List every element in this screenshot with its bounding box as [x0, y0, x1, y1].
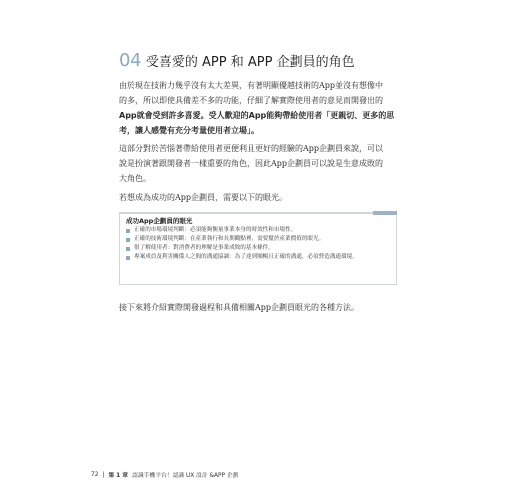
section-title: 受喜愛的 APP 和 APP 企劃員的角色	[145, 55, 355, 70]
list-item	[126, 235, 388, 244]
chapter-label: 第 1 章	[108, 473, 129, 479]
paragraph-line: 的多，所以即使具備差不多的功能，仔細了解實際使用者的意見而開發出的	[119, 96, 383, 105]
paragraph-line-bold: 考，讓人感覺有充分考量使用者立場」。	[119, 126, 259, 135]
paragraph-role	[119, 141, 399, 186]
callout-title: 成功App企劃員的眼光	[126, 217, 193, 225]
paragraph-line: 這部分對於苦惱著帶給使用者更便利且更好的經驗的App企劃員來說，可以	[119, 144, 384, 153]
list-item	[126, 226, 388, 235]
section-heading	[119, 50, 355, 71]
callout-accent	[373, 211, 397, 215]
list-item	[126, 253, 388, 262]
page-number: 72	[91, 471, 99, 478]
paragraph-line: 接下來將介紹實際開發過程和具備相關App企劃員眼光的各種方法。	[119, 303, 360, 312]
chapter-title: 認識手機平台！認識 UX 設計 &APP 企劃	[132, 473, 239, 479]
section-number: 04	[119, 50, 141, 71]
footer-divider: |	[102, 471, 105, 478]
callout-box	[119, 212, 397, 285]
paragraph-line: 由於現在技術力幾乎沒有太大差異，有著明顯優越技術的App並沒有想像中	[119, 81, 384, 90]
square-bullet-icon	[126, 229, 130, 233]
square-bullet-icon	[126, 256, 130, 260]
callout-topbar	[119, 212, 397, 214]
list-item-text: 專案成員及利害關係人之間的溝通協調：為了達到順暢且正確的溝通，必須營造溝通環境。	[134, 254, 358, 260]
list-item-text: 正確的市場環境判斷：必須能夠衡量事業本身的時效性和市場性。	[134, 227, 297, 233]
paragraph-line: 大角色。	[119, 174, 151, 183]
page-footer	[91, 470, 238, 479]
paragraph-lead	[119, 190, 399, 205]
paragraph-line-bold: App就會受到許多喜愛。受人歡迎的App能夠帶給使用者「更親切、更多的思	[119, 111, 395, 120]
callout-list	[126, 226, 388, 262]
square-bullet-icon	[126, 238, 130, 242]
paragraph-intro	[119, 78, 399, 138]
paragraph-closing	[119, 300, 399, 315]
list-item	[126, 244, 388, 253]
square-bullet-icon	[126, 247, 130, 251]
paragraph-line: 說是扮演著跟開發者一樣重要的角色，因此App企劃員可以說是生意成敗的	[119, 159, 384, 168]
list-item-text: 很了解使用者：對消費者的理解是事業成敗的基本條件。	[134, 245, 274, 251]
paragraph-line: 若想成為成功的App企劃員，需要以下的眼光。	[119, 193, 288, 202]
list-item-text: 正確的技術環境判斷：在產業執行和長期觀點裡，需要釐於產業價值的眼光。	[134, 236, 325, 242]
